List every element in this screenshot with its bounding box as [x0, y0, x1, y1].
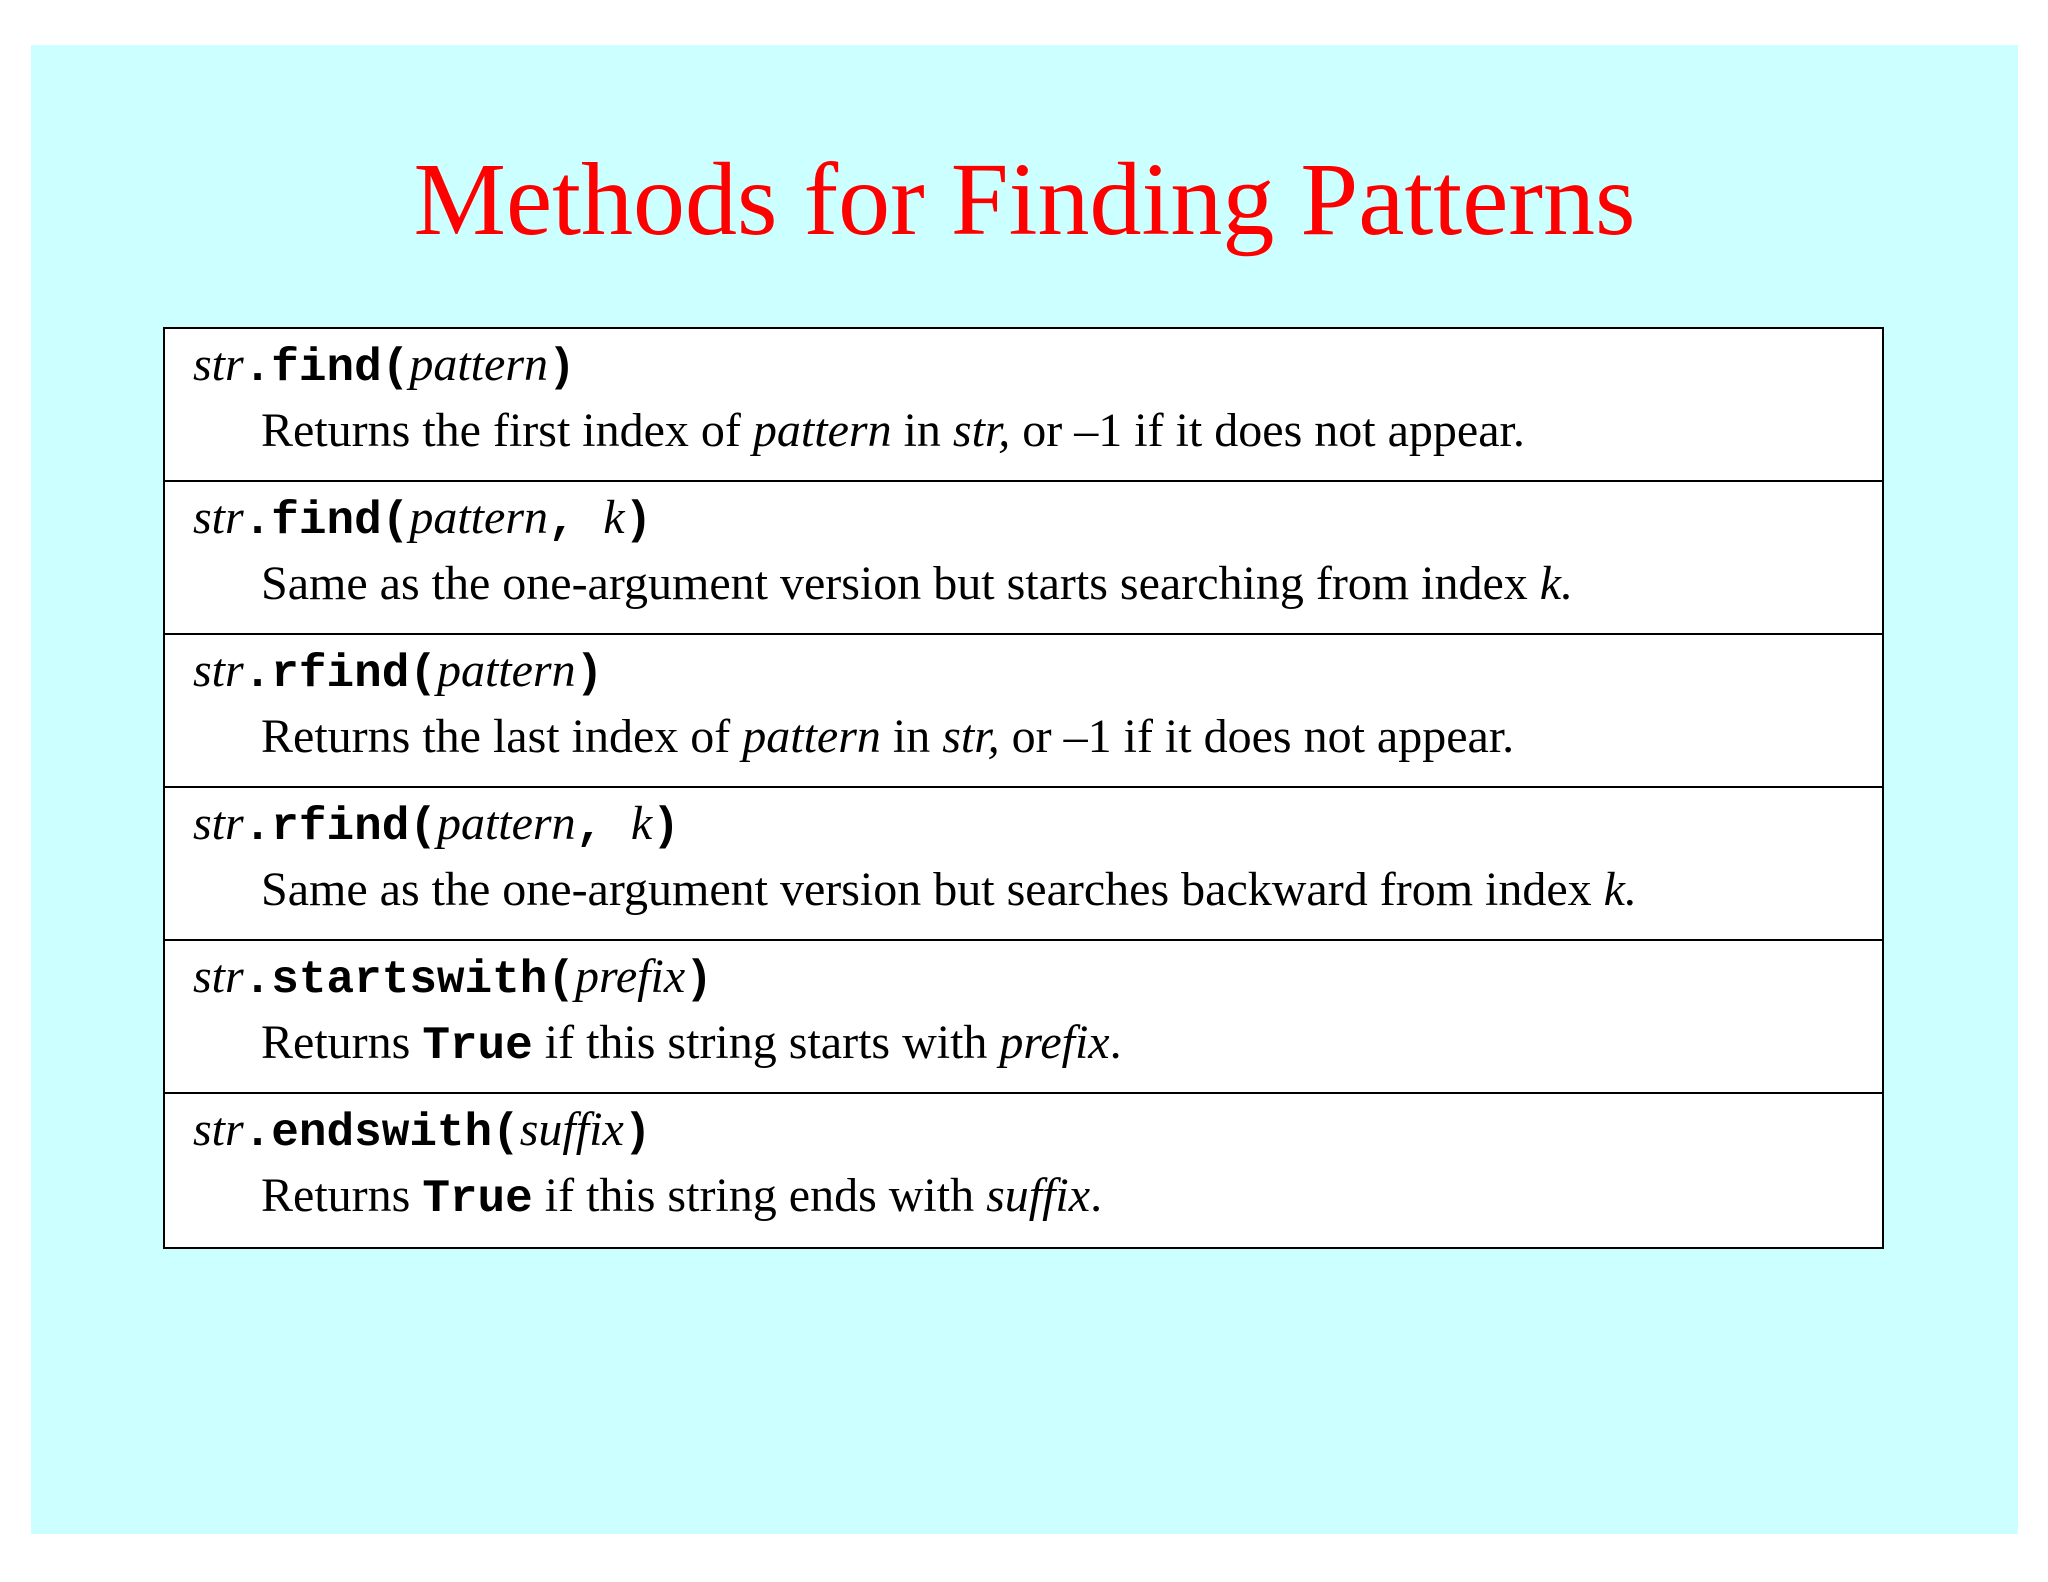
- method-description: [261, 1166, 1102, 1229]
- sig-param: prefix: [574, 950, 686, 1003]
- desc-text: or –1 if it does not appear.: [1010, 404, 1525, 457]
- sig-object: str: [193, 797, 244, 850]
- slide-background: [31, 45, 2018, 1534]
- slide-title: Methods for Finding Patterns: [413, 142, 1636, 257]
- desc-text: if this string starts with: [532, 1016, 1000, 1069]
- desc-code: True: [422, 1020, 533, 1072]
- method-description: [261, 860, 1637, 920]
- desc-text: Returns the first index of: [261, 404, 753, 457]
- desc-italic: k.: [1539, 557, 1574, 610]
- sig-close: ): [548, 342, 576, 394]
- method-row-rfind: [165, 635, 1882, 788]
- sig-separator: ,: [548, 495, 604, 547]
- desc-text: .: [1109, 1016, 1122, 1069]
- sig-close: ): [652, 801, 680, 853]
- desc-text: Returns the last index of: [261, 710, 743, 763]
- desc-text: Returns: [261, 1016, 423, 1069]
- sig-param: k: [603, 491, 625, 544]
- desc-text: or –1 if it does not appear.: [999, 710, 1515, 763]
- sig-separator: ,: [575, 801, 631, 853]
- sig-param: pattern: [409, 338, 548, 391]
- desc-code: True: [422, 1173, 533, 1225]
- method-row-startswith: [165, 941, 1882, 1094]
- sig-close: ): [575, 648, 604, 700]
- method-signature: [193, 1100, 651, 1163]
- method-signature: [193, 488, 652, 551]
- method-description: [261, 707, 1514, 767]
- desc-italic: str,: [952, 404, 1011, 457]
- desc-italic: suffix: [986, 1169, 1091, 1222]
- sig-param: pattern: [436, 644, 576, 697]
- desc-italic: str,: [942, 710, 1000, 763]
- sig-method-name: .startswith(: [243, 954, 575, 1006]
- sig-param: suffix: [519, 1103, 624, 1156]
- method-signature: [193, 794, 680, 857]
- sig-close: ): [685, 954, 713, 1006]
- desc-italic: pattern: [742, 710, 881, 763]
- method-description: [261, 401, 1525, 461]
- sig-object: str: [193, 491, 244, 544]
- desc-text: Returns: [261, 1169, 423, 1222]
- sig-method-name: .find(: [243, 342, 410, 394]
- method-signature: [193, 947, 713, 1010]
- sig-param: k: [630, 797, 653, 850]
- sig-method-name: .rfind(: [243, 648, 437, 700]
- method-description: [261, 554, 1573, 614]
- methods-table: [163, 327, 1884, 1249]
- method-row-find-k: [165, 482, 1882, 635]
- method-description: [261, 1013, 1122, 1076]
- sig-method-name: .endswith(: [243, 1107, 520, 1159]
- desc-text: if this string ends with: [532, 1169, 987, 1222]
- desc-italic: prefix: [999, 1016, 1110, 1069]
- desc-text: in: [880, 710, 943, 763]
- sig-param: pattern: [436, 797, 576, 850]
- sig-object: str: [193, 338, 244, 391]
- desc-text: .: [1090, 1169, 1103, 1222]
- sig-object: str: [193, 644, 244, 697]
- sig-close: ): [624, 495, 653, 547]
- method-row-find: [165, 329, 1882, 482]
- sig-object: str: [193, 1103, 244, 1156]
- method-row-rfind-k: [165, 788, 1882, 941]
- method-signature: [193, 335, 576, 398]
- sig-object: str: [193, 950, 244, 1003]
- sig-param: pattern: [409, 491, 548, 544]
- desc-text: Same as the one-argument version but searches backward from index: [261, 863, 1604, 916]
- desc-italic: k.: [1603, 863, 1637, 916]
- method-row-endswith: [165, 1094, 1882, 1247]
- sig-method-name: .find(: [243, 495, 410, 547]
- sig-method-name: .rfind(: [243, 801, 437, 853]
- desc-text: Same as the one-argument version but starts searching from index: [261, 557, 1540, 610]
- desc-italic: pattern: [752, 404, 892, 457]
- desc-text: in: [891, 404, 953, 457]
- sig-close: ): [623, 1107, 652, 1159]
- method-signature: [193, 641, 603, 704]
